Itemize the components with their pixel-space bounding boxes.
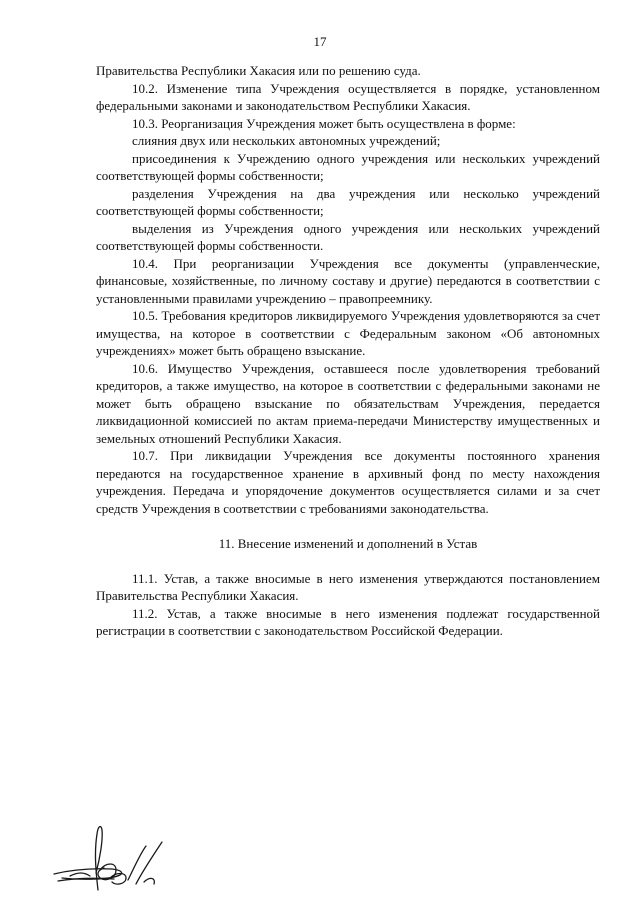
list-item-merger: слияния двух или нескольких автономных учреждений;	[132, 133, 441, 148]
paragraph-continuation: Правительства Республики Хакасия или по решению суда.	[96, 63, 421, 78]
list-item-accession: присоединения к Учреждению одного учреждения или нескольких учреждений соответствующей формы собственности;	[96, 150, 600, 183]
paragraph-10-5: 10.5. Требования кредиторов ликвидируемого Учреждения удовлетворяются за счет имущества, на которое в соответствии с Федеральным законом «Об автономных учреждениях» может быть обращено взыскание.	[96, 308, 600, 358]
paragraph-10-4: 10.4. При реорганизации Учреждения все документы (управленческие, финансовые, хозяйственные, по личному составу и другие) передаются в соответствии с установленными правилами учреждению – правопреемнику.	[96, 255, 600, 306]
paragraph-10-2: 10.2. Изменение типа Учреждения осуществляется в порядке, установленном федеральными законами и законодательством Республики Хакасия.	[96, 80, 600, 113]
list-item-separation: выделения из Учреждения одного учреждения или нескольких учреждений соответствующей формы собственности.	[96, 220, 600, 253]
signature-image	[50, 818, 200, 898]
page-number: 17	[313, 34, 327, 49]
section-heading: 11. Внесение изменений и дополнений в Устав	[218, 536, 478, 551]
paragraph-10-7: 10.7. При ликвидации Учреждения все документы постоянного хранения передаются на государственное хранение в архивный фонд по месту нахождения учреждения. Передача и упорядочение документов осуществляется силами и за счет средств Учреждения в соответствии с требованиями законодательства.	[96, 448, 600, 516]
paragraph-10-6: 10.6. Имущество Учреждения, оставшееся после удовлетворения требований кредиторов, а также имущество, на которое в соответствии с федеральными законами не может быть обращено взыскание по обязательствам Учреждения, передается ликвидационной комиссией по актам приема-передачи Министерству имущественных и земельных отношений Республики Хакасия.	[96, 360, 600, 446]
list-item-division: разделения Учреждения на два учреждения или несколько учреждений соответствующей формы собственности;	[96, 185, 600, 218]
document-body	[96, 62, 600, 640]
paragraph-11-1: 11.1. Устав, а также вносимые в него изменения утверждаются постановлением Правительства Республики Хакасия.	[96, 570, 600, 603]
paragraph-11-2: 11.2. Устав, а также вносимые в него изменения подлежат государственной регистрации в соответствии с законодательством Российской Федерации.	[96, 605, 600, 638]
paragraph-10-3: 10.3. Реорганизация Учреждения может быть осуществлена в форме:	[132, 115, 516, 131]
